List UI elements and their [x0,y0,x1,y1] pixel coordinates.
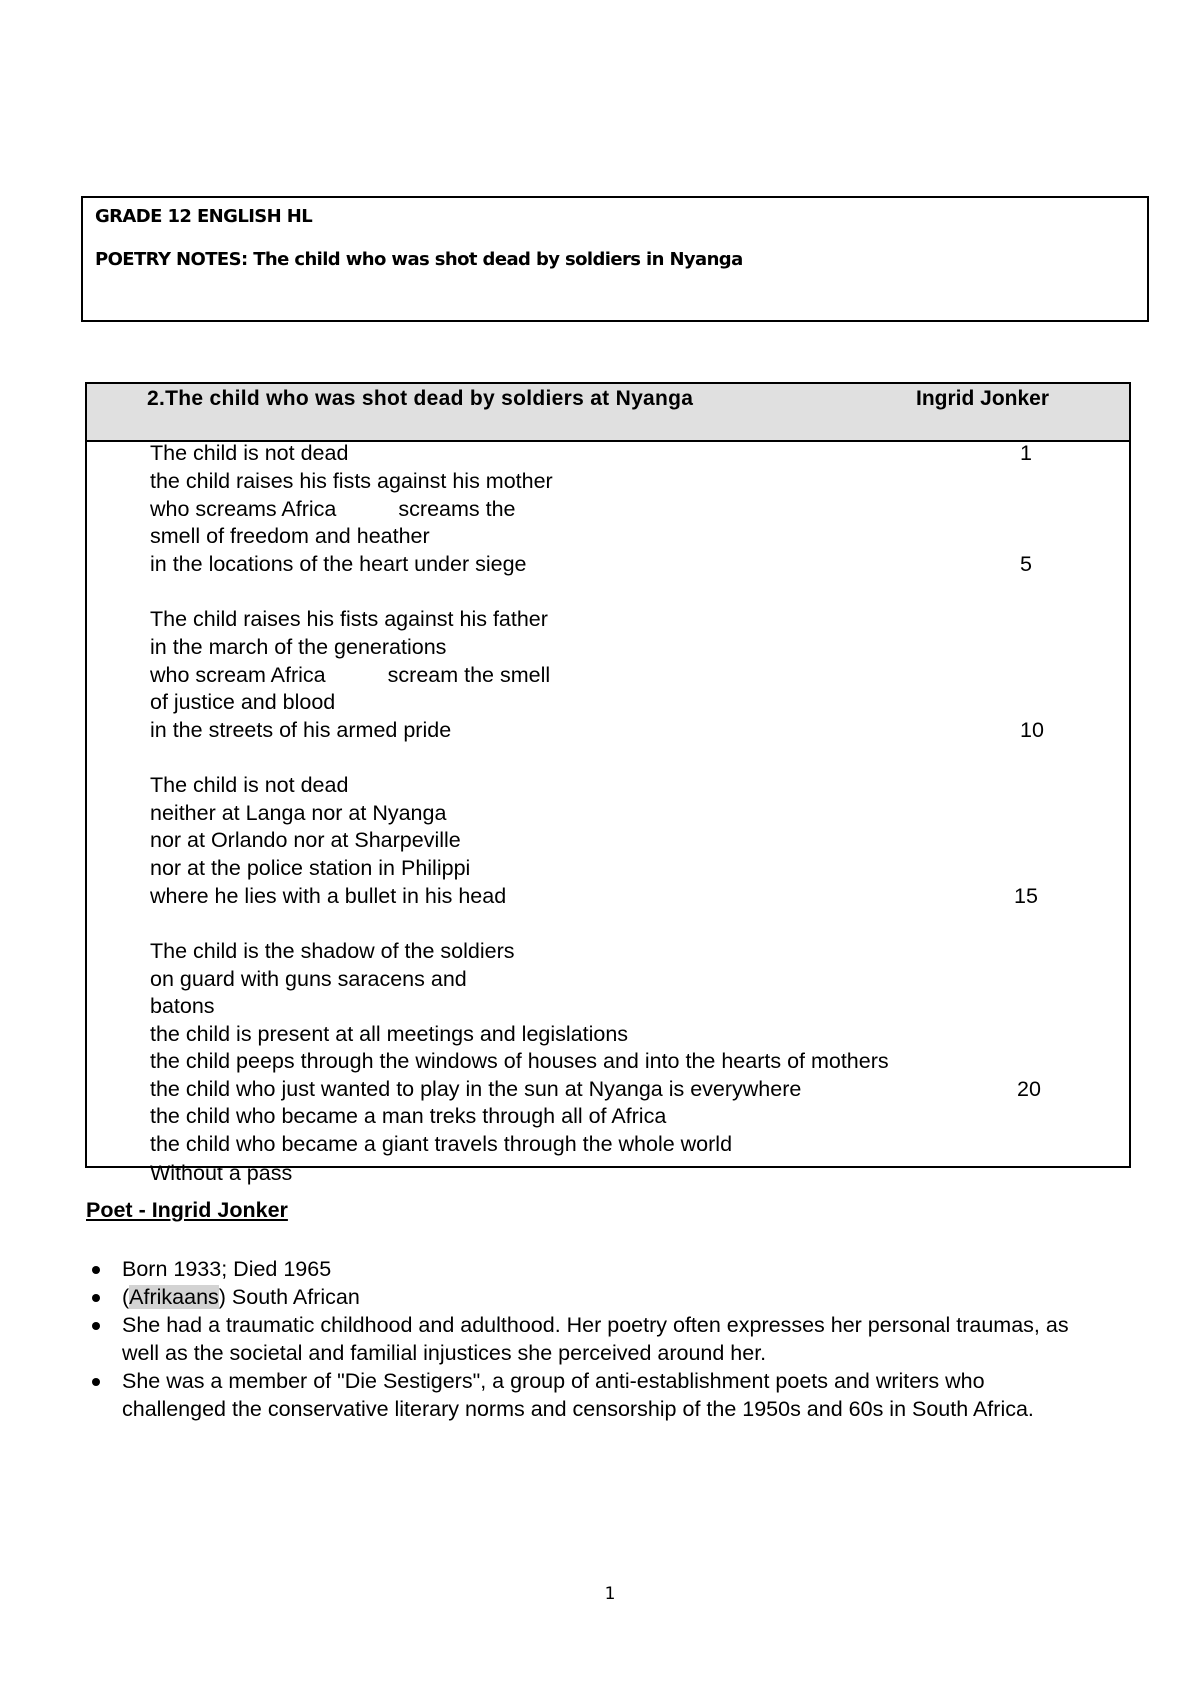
grade-heading: GRADE 12 ENGLISH HL [95,206,313,227]
bullet-icon [92,1378,100,1386]
bullet-text-prefix: ( [122,1285,130,1309]
poem-line: on guard with guns saracens and [150,967,467,991]
poem-line: the child who became a man treks through all of Africa [150,1104,667,1128]
poem-line: the child peeps through the windows of houses and into the hearts of mothers [150,1049,889,1073]
poem-table [85,382,1131,1168]
line-number: 20 [1017,1077,1041,1101]
poem-line [150,662,550,688]
poem-line: of justice and blood [150,690,336,714]
poem-line: The child raises his fists against his father [150,607,548,631]
list-item [86,1311,1086,1367]
bullet-icon [92,1322,100,1330]
bullet-icon [92,1294,100,1302]
poem-line: the child is present at all meetings and legislations [150,1022,629,1046]
poem-line-part: scream the smell [387,663,551,687]
bullet-text: She was a member of "Die Sestigers", a group of anti-establishment poets and writers who challenged the conservative literary norms and censorship of the 1950s and 60s in South Africa. [122,1369,1034,1421]
poet-bullet-list [86,1255,1086,1423]
highlighted-word: Afrikaans [129,1285,219,1309]
poem-line: in the streets of his armed pride [150,718,452,742]
poem-line-part: screams the [398,497,516,521]
bullet-text-suffix: ) South African [218,1285,360,1309]
poem-line: in the locations of the heart under siege [150,552,527,576]
line-number: 15 [1014,884,1038,908]
poem-line: the child who just wanted to play in the sun at Nyanga is everywhere [150,1077,802,1101]
poetry-notes-title: POETRY NOTES: The child who was shot dead by soldiers in Nyanga [95,249,743,270]
line-number: 10 [1020,718,1044,742]
list-item [86,1283,1086,1311]
poem-line: The child is the shadow of the soldiers [150,939,515,963]
poem-line [150,496,516,522]
poem-last-line: Without a pass [150,1161,293,1185]
poet-heading: Poet - Ingrid Jonker [86,1198,288,1222]
poem-header-row [87,384,1129,442]
poem-line: in the march of the generations [150,635,447,659]
list-item [86,1367,1086,1423]
poem-line: where he lies with a bullet in his head [150,884,507,908]
poem-line: The child is not dead [150,773,349,797]
poem-line: neither at Langa nor at Nyanga [150,801,447,825]
list-item [86,1255,1086,1283]
poem-author: Ingrid Jonker [916,387,1050,410]
poem-line: nor at Orlando nor at Sharpeville [150,828,461,852]
bullet-text: Born 1933; Died 1965 [122,1257,332,1281]
bullet-text: She had a traumatic childhood and adulthood. Her poetry often expresses her personal traumas, as well as the societal and familial injustices she perceived around her. [122,1313,1069,1365]
bullet-icon [92,1266,100,1274]
poem-line: smell of freedom and heather [150,524,430,548]
poem-title: 2.The child who was shot dead by soldiers at Nyanga [147,387,694,410]
poem-line-part: who screams Africa [150,497,337,521]
poem-line: nor at the police station in Philippi [150,856,471,880]
header-box [81,196,1149,322]
line-number: 1 [1020,441,1032,465]
poem-line: the child who became a giant travels through the whole world [150,1132,733,1156]
page-number: 1 [604,1584,616,1604]
line-number: 5 [1020,552,1032,576]
poem-line: The child is not dead [150,441,349,465]
poem-line: batons [150,994,215,1018]
poem-line-part: who scream Africa [150,663,326,687]
poem-line: the child raises his fists against his mother [150,469,553,493]
